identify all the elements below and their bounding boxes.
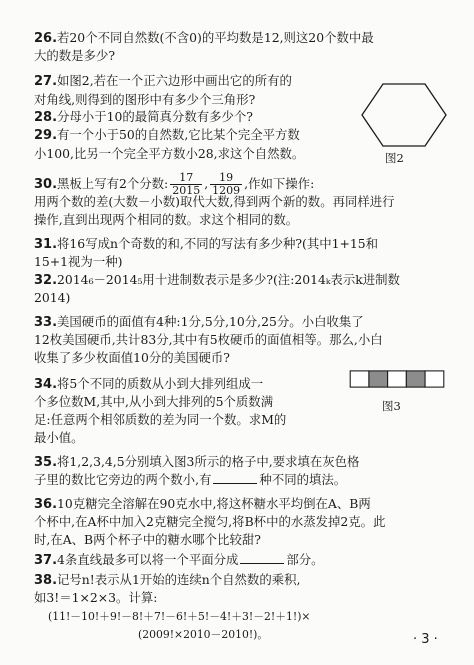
q33-line1: 33.美国硬币的面值有4种:1分,5分,10分,25分。小白收集了 (34, 314, 364, 330)
q30-line3: 操作,直到出现两个相同的数。求这个相同的数。 (34, 212, 299, 227)
grid-cell-1 (350, 371, 369, 387)
q27-line2: 对角线,则得到的图形中有多少个三角形? (34, 92, 256, 107)
q37-line1: 37.4条直线最多可以将一个平面分成 部分。 (34, 552, 324, 568)
q30-line2: 用两个数的差(大数－小数)取代大数,得到两个新的数。再同样进行 (34, 194, 395, 209)
q27-number: 27. (34, 74, 58, 89)
q34-line1: 34.将5个不同的质数从小到大排列组成一 (34, 376, 264, 392)
q35-number: 35. (34, 455, 58, 470)
q37-answer-blank[interactable] (240, 552, 284, 564)
q30-fraction-1: $\frac{17}{2015}$ (172, 171, 201, 197)
q30-line1: 30.黑板上写有2个分数: $\frac{17}{2015}$ , $\frac{19}{1209}$ ,作如下操作: (34, 171, 315, 197)
figure-3-caption: 图3 (382, 399, 401, 413)
q38-line1: 38.记号n!表示从1开始的连续n个自然数的乘积, (34, 572, 301, 588)
q36-line2: 个杯中,在A杯中加入2克糖完全搅匀,将B杯中的水蒸发掉2克。此 (34, 514, 386, 529)
q35-line2: 子里的数比它旁边的两个数小,有 种不同的填法。 (34, 472, 347, 487)
q26-line1: 26.若20个不同自然数(不含0)的平均数是12,则这20个数中最 (34, 30, 374, 46)
q37-number: 37. (34, 553, 58, 568)
q26-line2: 大的数是多少? (34, 48, 115, 63)
q34-line4: 最小值。 (34, 430, 84, 445)
q29-line2: 小100,比另一个完全平方数小28,求这个自然数。 (34, 146, 305, 161)
q38-number: 38. (34, 573, 58, 588)
figure-2-caption: 图2 (385, 151, 404, 165)
q26-number: 26. (34, 31, 58, 46)
q35-line1: 35.将1,2,3,4,5分别填入图3所示的格子中,要求填在灰色格 (34, 454, 360, 470)
q36-number: 36. (34, 497, 58, 512)
q38-formula-line1: (11!－10!＋9!－8!＋7!－6!＋5!－4!＋3!－2!＋1!)× (48, 610, 311, 623)
q32-line1: 32.2014₆－2014₅用十进制数表示是多少?(注:2014ₖ表示k进制数 (34, 272, 400, 288)
q28-number: 28. (34, 110, 58, 125)
q34-line3: 足:任意两个相邻质数的差为同一个数。求M的 (34, 412, 287, 427)
q32-number: 32. (34, 273, 58, 288)
grid-cell-2 (369, 371, 388, 387)
q31-number: 31. (34, 237, 58, 252)
q32-line2: 2014) (34, 290, 71, 305)
q38-formula-line2: (2009!×2010－2010!)。 (138, 628, 269, 641)
q28-line1: 28.分母小于10的最简真分数有多少个? (34, 109, 253, 125)
q30-fraction-2: $\frac{19}{1209}$ (212, 171, 241, 197)
q33-line3: 收集了多少枚面值10分的美国硬币? (34, 350, 230, 365)
q36-line1: 36.10克糖完全溶解在90克水中,将这杯糖水平均倒在A、B两 (34, 496, 371, 512)
figure-3-grid (344, 370, 450, 388)
grid-cell-4 (406, 371, 425, 387)
grid-cell-5 (425, 371, 444, 387)
q29-number: 29. (34, 128, 58, 143)
grid-cell-3 (388, 371, 407, 387)
q31-line2: 15+1视为一种) (34, 254, 123, 269)
q27-line1: 27.如图2,若在一个正六边形中画出它的所有的 (34, 73, 292, 89)
page-number: · 3 · (413, 632, 438, 647)
q35-answer-blank[interactable] (213, 472, 257, 484)
q33-number: 33. (34, 315, 58, 330)
q29-line1: 29.有一个小于50的自然数,它比某个完全平方数 (34, 127, 300, 143)
q34-number: 34. (34, 377, 58, 392)
q33-line2: 12枚美国硬币,共计83分,其中有5枚硬币的面值相等。那么,小白 (34, 332, 383, 347)
q34-line2: 个多位数M,其中,从小到大排列的5个质数满 (34, 394, 274, 409)
q30-number: 30. (34, 177, 58, 192)
q31-line1: 31.将16写成n个奇数的和,不同的写法有多少种?(其中1+15和 (34, 236, 379, 252)
q36-line3: 时,在A、B两个杯子中的糖水哪个比较甜? (34, 532, 261, 547)
q38-line2: 如3!＝1×2×3。计算: (34, 590, 158, 605)
